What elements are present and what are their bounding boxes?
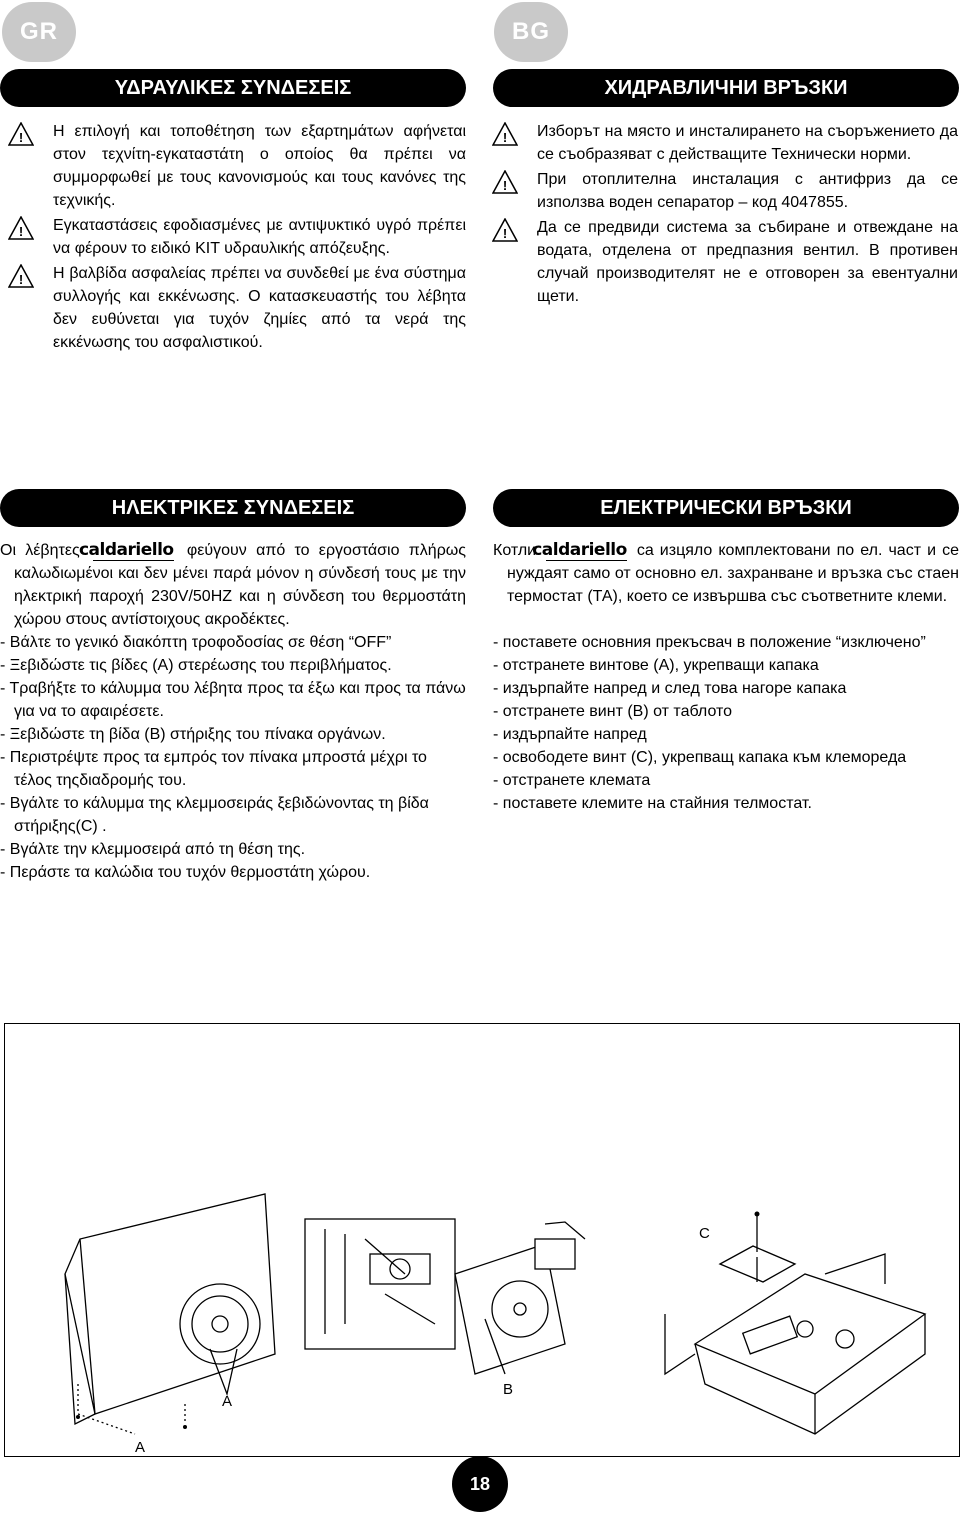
svg-text:!: ! bbox=[18, 272, 24, 287]
bg-electrical-intro: Котли caldariello са изцяло комплектовани по ел. част и се нуждаят само от основно ел. захранване и връзка със стаен термостат (ТА), което се извършва със съответните клеми. bbox=[493, 540, 959, 605]
svg-text:!: ! bbox=[18, 224, 24, 239]
label-b: B bbox=[503, 1381, 514, 1398]
bg-warning-1: ! Изборът на място и инсталирането на съоръжението да се съобразяват с действащите Технически норми. bbox=[492, 120, 958, 166]
gr-step: - Ξεβιδώστε τις βίδες (A) στερέωσης του περιβλήματος. bbox=[0, 657, 392, 674]
warning-icon bbox=[8, 264, 34, 288]
boiler-illustration bbox=[5, 1024, 959, 1456]
bg-step: - издърпайте напред и след това нагоре капака bbox=[493, 680, 847, 697]
gr-electrical-section bbox=[0, 539, 466, 884]
gr-step: - Περάστε τα καλώδια του τυχόν θερμοστάτη χώρου. bbox=[0, 864, 371, 881]
bg-step: - освободете винт (С), укрепващ капака към клеморедa bbox=[493, 749, 907, 766]
gr-step: - Τραβήξτε το κάλυμμα του λέβητα προς τα έξω και προς τα πάνω για να το αφαιρέσετε. bbox=[0, 680, 466, 720]
bg-warning-3: ! Да се предвиди система за събиране и отвеждане на водата, отделена от предпазния вентил. В противен случай производителят не е отговорен за евентуални щети. bbox=[492, 216, 958, 308]
svg-text:!: ! bbox=[502, 178, 508, 193]
gr-hydraulic-title: ΥΔΡΑΥΛΙΚΕΣ ΣΥΝΔΕΣΕΙΣ bbox=[0, 69, 466, 107]
bg-step: - издърпайте напред bbox=[493, 726, 647, 743]
gr-hydraulic-section bbox=[8, 120, 466, 356]
bg-electrical-title: ЕЛЕКТРИЧЕСКИ ВРЪЗКИ bbox=[493, 489, 959, 527]
gr-step: - Ξεβιδώστε τη βίδα (B) στήριξης του πίνακα οργάνων. bbox=[0, 726, 386, 743]
bg-step: - поставете основния прекъсвач в положение “изключено” bbox=[493, 634, 926, 651]
gr-step: - Βγάλτε το κάλυμμα της κλεμμοσειράς ξεβιδώνοντας τη βίδα στήριξης(C) . bbox=[0, 795, 429, 835]
bg-step: - отстранете винт (В) от таблото bbox=[493, 703, 733, 720]
gr-step: - Βγάλτε την κλεμμοσειρά από τη θέση της. bbox=[0, 841, 306, 858]
svg-text:!: ! bbox=[502, 226, 508, 241]
bg-hydraulic-section bbox=[492, 120, 958, 310]
gr-warning-3: ! Η βαλβίδα ασφαλείας πρέπει να συνδεθεί με ένα σύστημα συλλογής και εκκένωσης. Ο κατασκευαστής του λέβητα δεν ευθύνεται για τυχόν ζημίες από τα νερά της εκκένωσης του ασφαλιστικού. bbox=[8, 262, 466, 354]
label-a-far: A bbox=[135, 1439, 146, 1456]
warning-icon bbox=[8, 216, 34, 240]
gr-step: - Περιστρέψτε προς τα εμπρός τον πίνακα μπροστά μέχρι το τέλος τηςδιαδρομής του. bbox=[0, 749, 427, 789]
warning-icon bbox=[492, 218, 518, 242]
warning-icon bbox=[8, 122, 34, 146]
language-badge-gr: GR bbox=[2, 2, 76, 62]
bg-warning-2: ! При отоплителна инсталация с антифриз да се използва воден сепаратор – код 4047855. bbox=[492, 168, 958, 214]
label-a-near: A bbox=[222, 1393, 233, 1410]
gr-warning-1: ! Η επιλογή και τοποθέτηση των εξαρτημάτων αφήνεται στον τεχνίτη-εγκαταστάτη ο οποίος θα πρέπει να συμμορφωθεί με τους κανονισμούς και τους κανόνες της τεχνικής. bbox=[8, 120, 466, 212]
gr-electrical-title: ΗΛΕΚΤΡΙΚΕΣ ΣΥΝΔΕΣΕΙΣ bbox=[0, 489, 466, 527]
brand-logo: caldariello bbox=[532, 540, 627, 560]
gr-warning-2: ! Εγκαταστάσεις εφοδιασμένες με αντιψυκτικό υγρό πρέπει να φέρουν το ειδικό KIT υδραυλικής απόζευξης. bbox=[8, 214, 466, 260]
language-badge-bg: BG bbox=[494, 2, 568, 62]
gr-electrical-steps bbox=[0, 631, 466, 884]
brand-logo: caldariello bbox=[78, 540, 174, 560]
bg-electrical-section bbox=[493, 539, 959, 815]
warning-icon bbox=[492, 122, 518, 146]
warning-icon bbox=[492, 170, 518, 194]
gr-step: - Βάλτε το γενικό διακόπτη τροφοδοσίας σε θέση “OFF” bbox=[0, 634, 392, 651]
bg-step: - отстранете винтове (А), укрепващи капака bbox=[493, 657, 819, 674]
bg-step: - отстранете клемата bbox=[493, 772, 651, 789]
gr-electrical-intro: Οι λέβητες caldariello φεύγουν από το εργοστάσιο πλήρως καλωδιωμένοι και δεν μένει παρά μόνον η σύνδεσή τους με την ηλεκτρική παροχή 230V/50HZ και η σύνδεση του θερμοστάτη χώρου στους αντίστοιχους ακροδέκτες. bbox=[0, 540, 467, 628]
bg-hydraulic-title: ХИДРАВЛИЧНИ ВРЪЗКИ bbox=[493, 69, 959, 107]
label-c: C bbox=[699, 1225, 710, 1242]
bg-electrical-steps bbox=[493, 631, 959, 815]
svg-text:!: ! bbox=[18, 130, 24, 145]
page-number: 18 bbox=[452, 1456, 508, 1512]
svg-text:!: ! bbox=[502, 130, 508, 145]
boiler-disassembly-figure bbox=[4, 1023, 960, 1457]
bg-step: - поставете клемите на стайния телмостат. bbox=[493, 795, 812, 812]
